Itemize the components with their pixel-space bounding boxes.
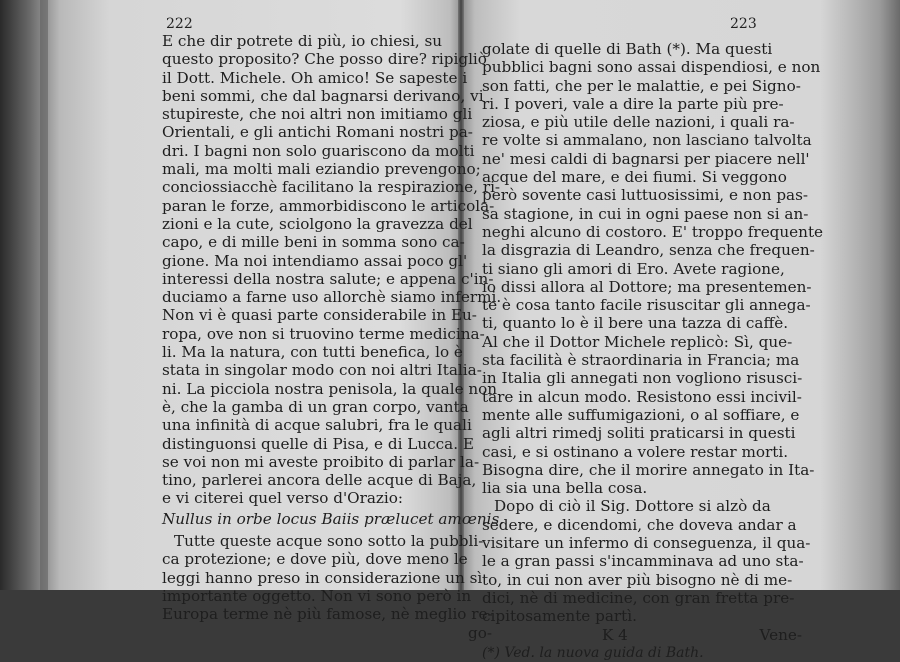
text-line: Europa terme nè più famose, nè meglio re- (162, 605, 493, 624)
text-line: casi, e si ostinano a volere restar morti. (482, 442, 789, 461)
text-line: il Dott. Michele. Oh amico! Se sapeste i (162, 68, 468, 87)
text-line: ne' mesi caldi di bagnarsi per piacere nell' (482, 149, 810, 168)
text-line: se voi non mi aveste proibito di parlar la- (162, 452, 480, 471)
left-page (40, 0, 505, 642)
footnote: (*) Ved. la nuova guida di Bath. (482, 644, 704, 661)
text-line: duciamo a farne uso allorchè siamo infermi. (162, 288, 502, 307)
text-line: to, in cui non aver più bisogno nè di me- (482, 570, 793, 589)
text-line: son fatti, che per le malattie, e pei Signo- (482, 76, 801, 95)
text-line: ri. I poveri, vale a dire la parte più pre- (482, 94, 784, 113)
text-line: sta facilità è straordinaria in Francia; ma (482, 351, 800, 370)
text-line: Orientali, e gli antichi Romani nostri pa- (162, 123, 473, 142)
text-line: stupireste, che noi altri non imitiamo gli (162, 105, 473, 124)
left-page-text (162, 32, 505, 642)
text-line: acque del mare, e dei fiumi. Si veggono (482, 168, 787, 187)
text-line: dici, nè di medicine, con gran fretta pre- (482, 588, 795, 607)
right-paragraph-2 (482, 497, 811, 626)
text-line: beni sommi, che dal bagnarsi derivano, vi (162, 86, 484, 105)
text-line: distinguonsi quelle di Pisa, e di Lucca. E (162, 434, 474, 453)
text-line: tare in alcun modo. Resistono essi incivil- (482, 387, 802, 406)
text-line: Al che il Dottor Michele replicò: Sì, que- (482, 332, 793, 351)
text-line: importante oggetto. Non vi sono però in (162, 586, 472, 605)
text-line: visitare un infermo di conseguenza, il qua- (482, 534, 811, 553)
text-line: re volte si ammalano, non lasciano talvolta (482, 131, 812, 150)
text-line: stata in singolar modo con noi altri Italia- (162, 361, 482, 380)
text-line: capo, e di mille beni in somma sono ca- (162, 233, 465, 252)
right-catchline (482, 626, 802, 644)
text-line: è, che la gamba di un gran corpo, vanta (162, 397, 469, 416)
latin-quotation: Nullus in orbe locus Baiis prælucet amœnis. (162, 509, 505, 528)
text-line: li. Ma la natura, con tutti benefica, lo è (162, 343, 463, 362)
text-line: golate di quelle di Bath (*). Ma questi (482, 40, 773, 58)
text-line: ti siano gli amori di Ero. Avete ragione, (482, 259, 785, 278)
right-paragraph-1 (482, 40, 824, 498)
text-line: lia sia una bella cosa. (482, 479, 648, 498)
text-line: Non vi è quasi parte considerabile in Eu- (162, 306, 477, 325)
text-line: paran le forze, ammorbidiscono le articola- (162, 196, 495, 215)
text-line: ti, quanto lo è il bere una tazza di caffè. (482, 314, 789, 333)
text-line: mente alle suffumigazioni, o al soffiare, e (482, 405, 800, 424)
text-line: agli altri rimedj soliti praticarsi in questi (482, 424, 796, 443)
signature-mark: K 4 (602, 625, 628, 644)
right-catchword: Vene- (759, 625, 802, 644)
left-catchline (162, 624, 492, 642)
text-line: in Italia gli annegati non vogliono risusci- (482, 369, 803, 388)
text-line: Tutte queste acque sono sotto la pubbli- (174, 532, 484, 551)
left-page-number: 222 (166, 16, 193, 32)
text-line: conciossiacchè facilitano la respirazione, ri- (162, 178, 501, 197)
text-line: le a gran passi s'incamminava ad uno sta- (482, 552, 804, 571)
text-line: mali, ma molti mali eziandio prevengono; (162, 160, 481, 179)
text-line: te è cosa tanto facile risuscitar gli annega- (482, 296, 811, 315)
text-line: zioni e la cute, sciolgono la gravezza del (162, 214, 473, 233)
text-line: e vi citerei quel verso d'Orazio: (162, 489, 404, 508)
text-line: Bisogna dire, che il morire annegato in Ita- (482, 460, 815, 479)
text-line: pubblici bagni sono assai dispendiosi, e non (482, 58, 821, 77)
text-line: questo proposito? Che posso dire? ripigliò (162, 50, 487, 69)
text-line: dri. I bagni non solo guariscono da molti (162, 141, 475, 160)
right-page-text (482, 40, 824, 662)
text-line: sa stagione, in cui in ogni paese non si an- (482, 204, 809, 223)
text-line: cipitosamente partì. (482, 607, 637, 626)
text-line: ni. La picciola nostra penisola, la quale non (162, 379, 498, 398)
text-line: sedere, e dicendomi, che doveva andar a (482, 515, 797, 534)
left-catchword: go- (468, 623, 492, 642)
right-page (462, 0, 872, 661)
right-page-number: 223 (730, 16, 757, 32)
text-line: io dissi allora al Dottore; ma presentemen- (482, 277, 812, 296)
text-line: E che dir potrete di più, io chiesi, su (162, 32, 443, 50)
text-line: ziosa, e più utile delle nazioni, i quali ra- (482, 113, 795, 132)
text-line: la disgrazia di Leandro, senza che frequen- (482, 241, 815, 260)
text-line: gione. Ma noi intendiamo assai poco gl' (162, 251, 468, 270)
text-line: leggi hanno preso in considerazione un sì (162, 568, 483, 587)
text-line: interessi della nostra salute; e appena c'in- (162, 269, 494, 288)
text-line: ca protezione; e dove più, dove meno le (162, 550, 468, 569)
text-line: neghi alcuno di costoro. E' troppo frequente (482, 222, 824, 241)
left-paragraph-2 (162, 532, 492, 623)
text-line: Dopo di ciò il Sig. Dottore si alzò da (494, 497, 771, 516)
left-paragraph-1 (162, 32, 502, 508)
text-line: tino, parlerei ancora delle acque di Baja, (162, 471, 477, 490)
text-line: ropa, ove non si truovino terme medicina- (162, 324, 485, 343)
text-line: però sovente casi luttuosissimi, e non pas- (482, 186, 809, 205)
text-line: una infinità di acque salubri, fra le quali (162, 416, 472, 435)
